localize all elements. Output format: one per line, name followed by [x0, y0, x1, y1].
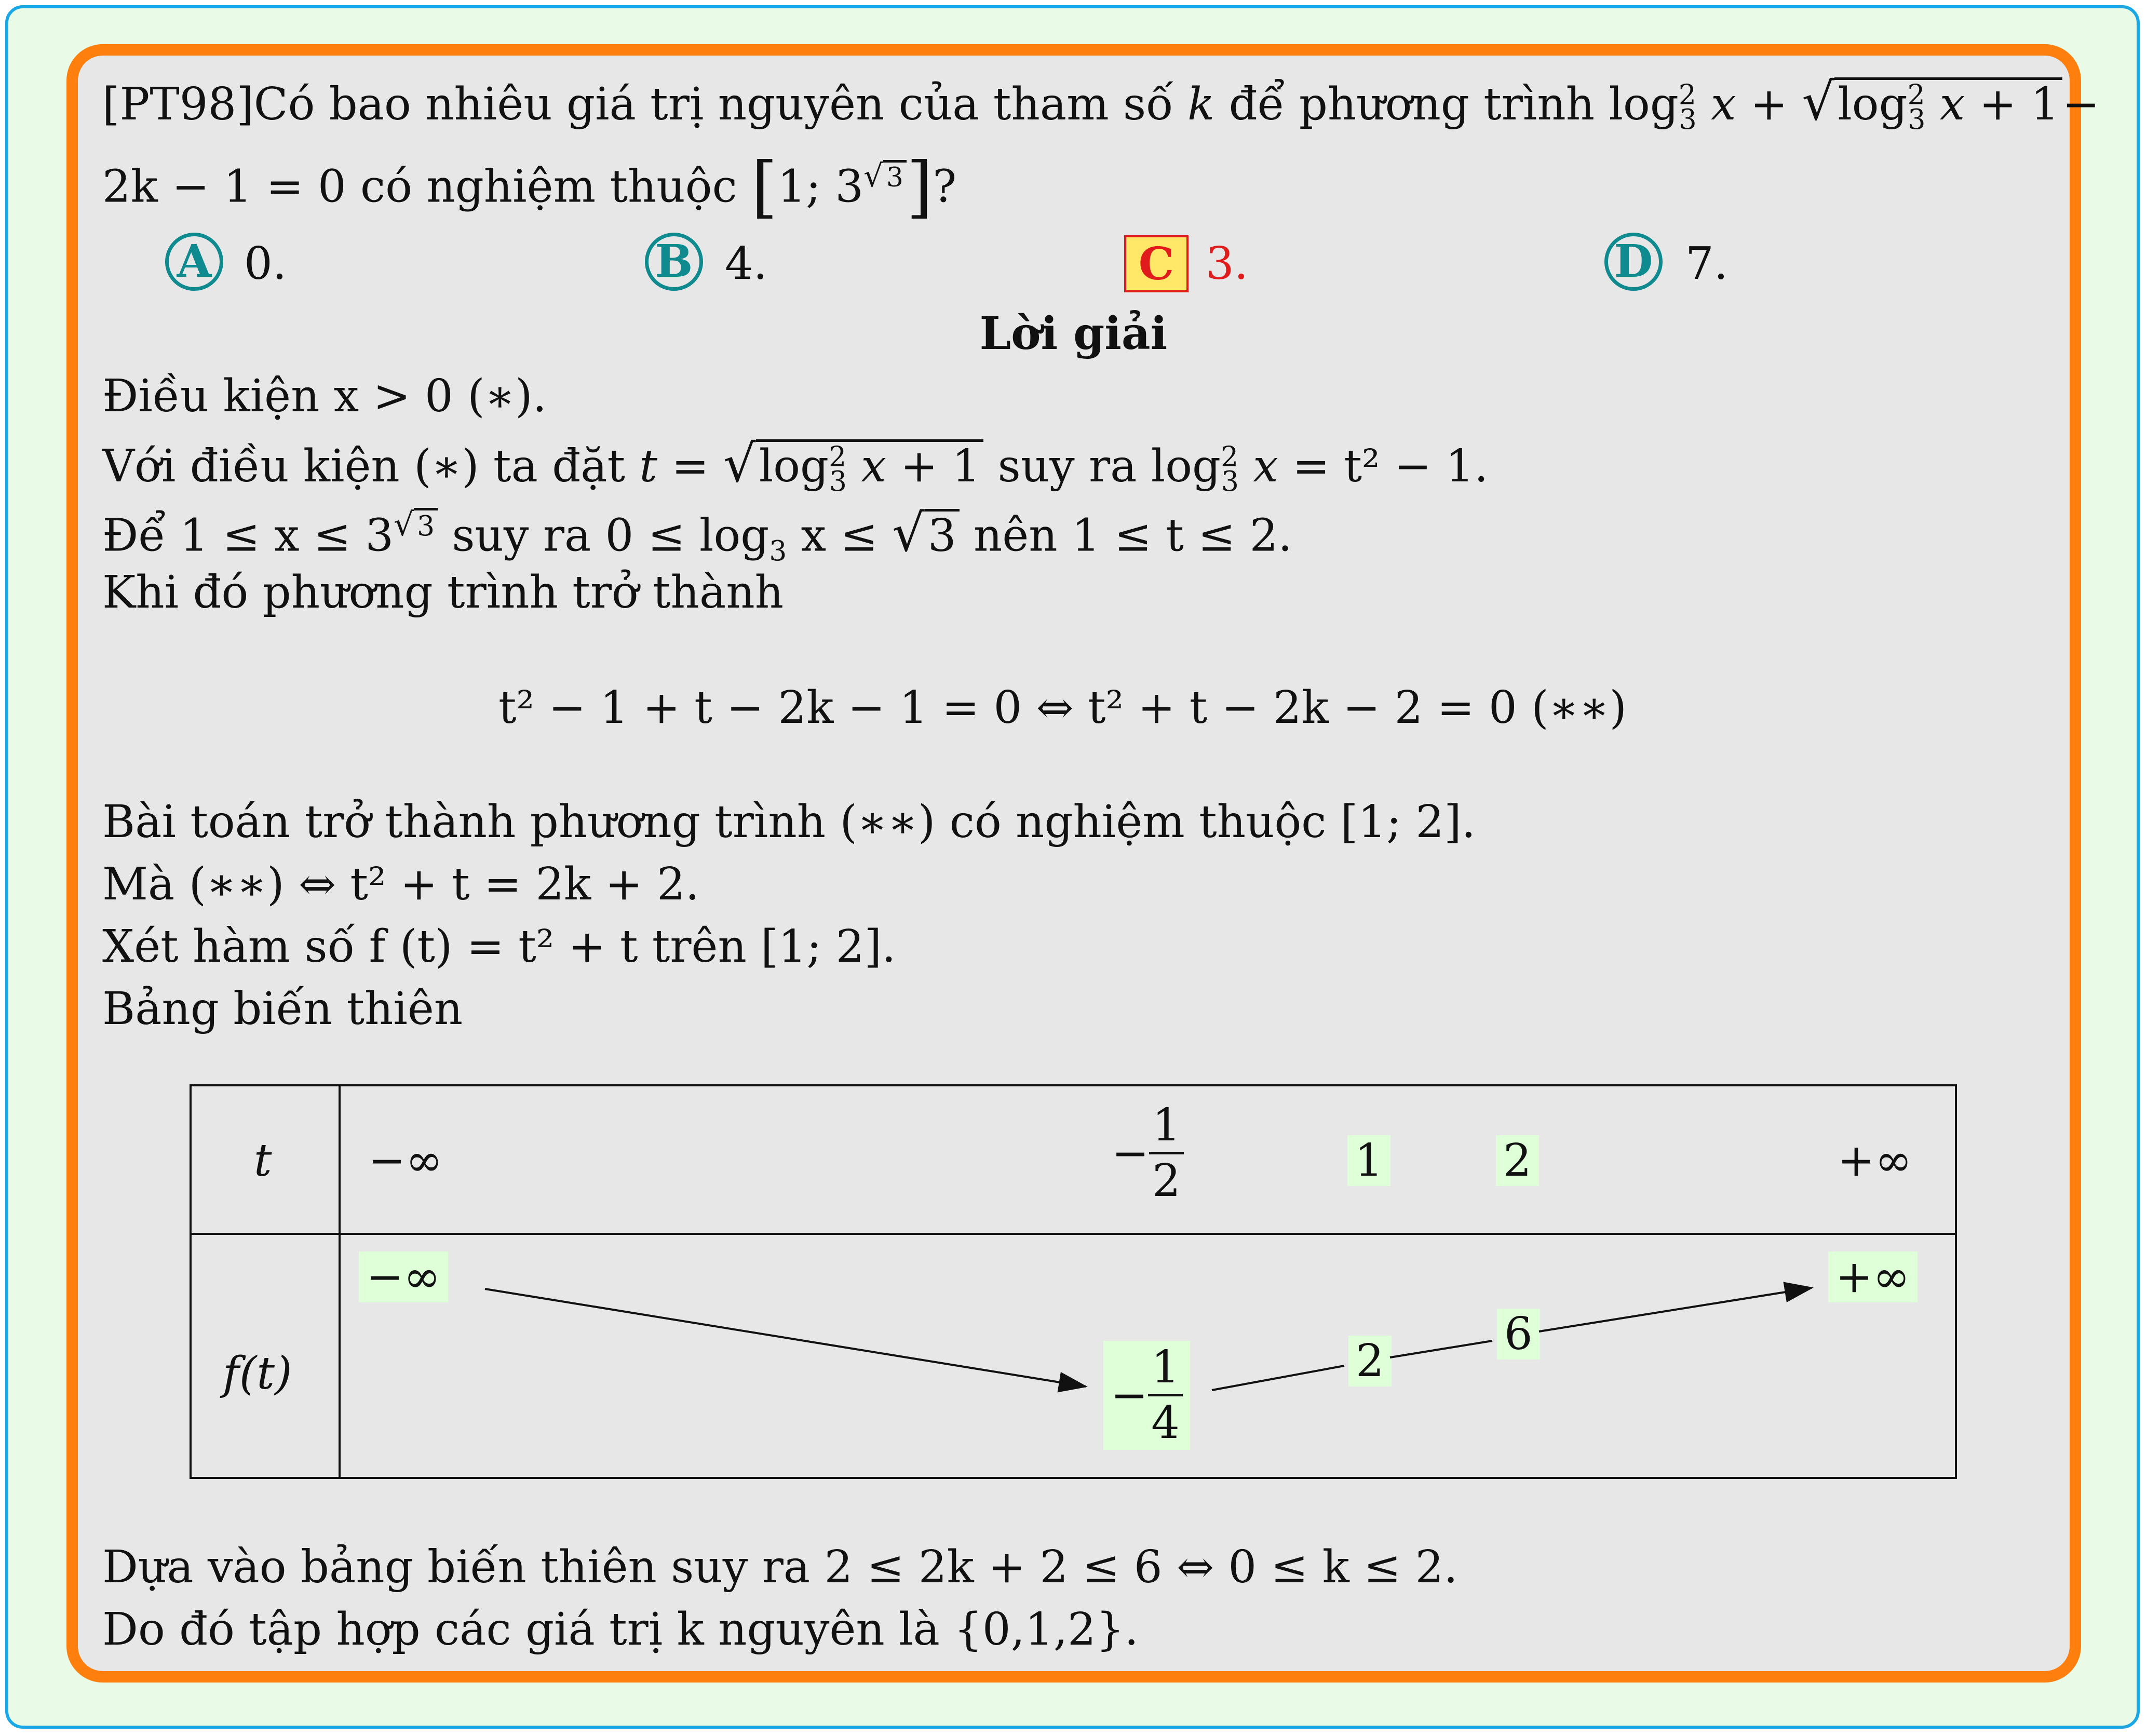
f-value-neg-inf: −∞: [359, 1251, 448, 1302]
option-a-badge[interactable]: A: [165, 233, 223, 291]
question-text-b: để phương trình: [1228, 78, 1595, 130]
solution-line-7: Xét hàm số f (t) = t² + t trên [1; 2].: [102, 921, 896, 973]
t-value-pos-inf: +∞: [1838, 1135, 1912, 1187]
solution-line-5: Bài toán trở thành phương trình (∗∗) có nghiệm thuộc [1; 2].: [102, 796, 1476, 848]
solution-line-10: Do đó tập hợp các giá trị k nguyên là {0,1,2}.: [102, 1604, 1139, 1656]
f-value-2: 2: [1348, 1336, 1392, 1387]
sqrt-expression: $\log^2_3 x + 1$: [1834, 77, 2062, 127]
variation-table: [190, 1084, 1957, 1479]
interval: 1; 3: [777, 160, 864, 213]
param-k: k: [1187, 78, 1215, 130]
f-value-min: − $\frac{1}{4}$: [1103, 1341, 1190, 1450]
t-value-1: 1: [1347, 1135, 1390, 1186]
variation-arrows: [192, 1086, 1959, 1481]
row-label-f: f(t): [223, 1348, 292, 1399]
solution-line-2: Với điều kiện (∗) ta đặt $t = √\log^2_3$ x + 1 suy ra $\log^2_3 x = t^2 - 1$.: [102, 434, 1489, 498]
option-c-badge[interactable]: C: [1124, 235, 1189, 292]
increasing-segment-1: [1212, 1366, 1344, 1390]
solution-title: Lời giải: [979, 307, 1168, 360]
log-expression: $\log^2_3 x$: [1609, 78, 1736, 136]
option-a-value: 0.: [244, 238, 287, 290]
question-mark: ?: [933, 160, 957, 213]
t-value-2: 2: [1496, 1135, 1539, 1186]
option-b-badge[interactable]: B: [645, 233, 703, 291]
solution-line-3: Để $1 \le x \le 3^{√ 3}$ suy ra $0 \le \log_3 x \le √3$ nên 1 ≤ t ≤ 2.: [102, 503, 1292, 567]
solution-line-6: Mà (∗∗) ⇔ t² + t = 2k + 2.: [102, 858, 700, 910]
decreasing-arrow: [485, 1289, 1086, 1387]
solution-line-1: Điều kiện x > 0 (∗).: [102, 370, 547, 422]
row-label-t: t: [254, 1135, 272, 1187]
question-tail: 2k − 1 = 0 có nghiệm thuộc: [102, 160, 737, 213]
display-equation: t² − 1 + t − 2k − 1 = 0 ⇔ t² + t − 2k − 2 = 0 (∗∗): [498, 682, 1627, 734]
solution-line-4: Khi đó phương trình trở thành: [102, 567, 784, 618]
question-tag: [PT98]: [102, 78, 254, 130]
f-value-pos-inf: +∞: [1828, 1251, 1918, 1302]
solution-line-9: Dựa vào bảng biến thiên suy ra 2 ≤ 2k + 2 ≤ 6 ⇔ 0 ≤ k ≤ 2.: [102, 1541, 1458, 1593]
question-line-2: 2k − 1 = 0 có nghiệm thuộc [1; $3^{√ 3}$]?: [102, 148, 957, 226]
increasing-arrow: [1539, 1288, 1812, 1331]
question-text-a: Có bao nhiêu giá trị nguyên của tham số: [253, 78, 1173, 130]
option-b-value: 4.: [725, 238, 768, 290]
option-c-value: 3.: [1206, 238, 1249, 290]
option-d-badge[interactable]: D: [1604, 233, 1663, 291]
t-value-vertex: − $\frac{1}{2}$: [1112, 1102, 1184, 1205]
t-value-neg-inf: −∞: [368, 1135, 443, 1187]
option-d-value: 7.: [1685, 238, 1729, 290]
solution-line-8: Bảng biến thiên: [102, 983, 463, 1035]
f-value-6: 6: [1497, 1309, 1540, 1360]
question-line-1: [PT98]Có bao nhiêu giá trị nguyên của tham số k để phương trình $\log^2_3 x + √\log^2_3$ x + 1−: [102, 72, 2100, 136]
increasing-segment-2: [1390, 1341, 1492, 1357]
